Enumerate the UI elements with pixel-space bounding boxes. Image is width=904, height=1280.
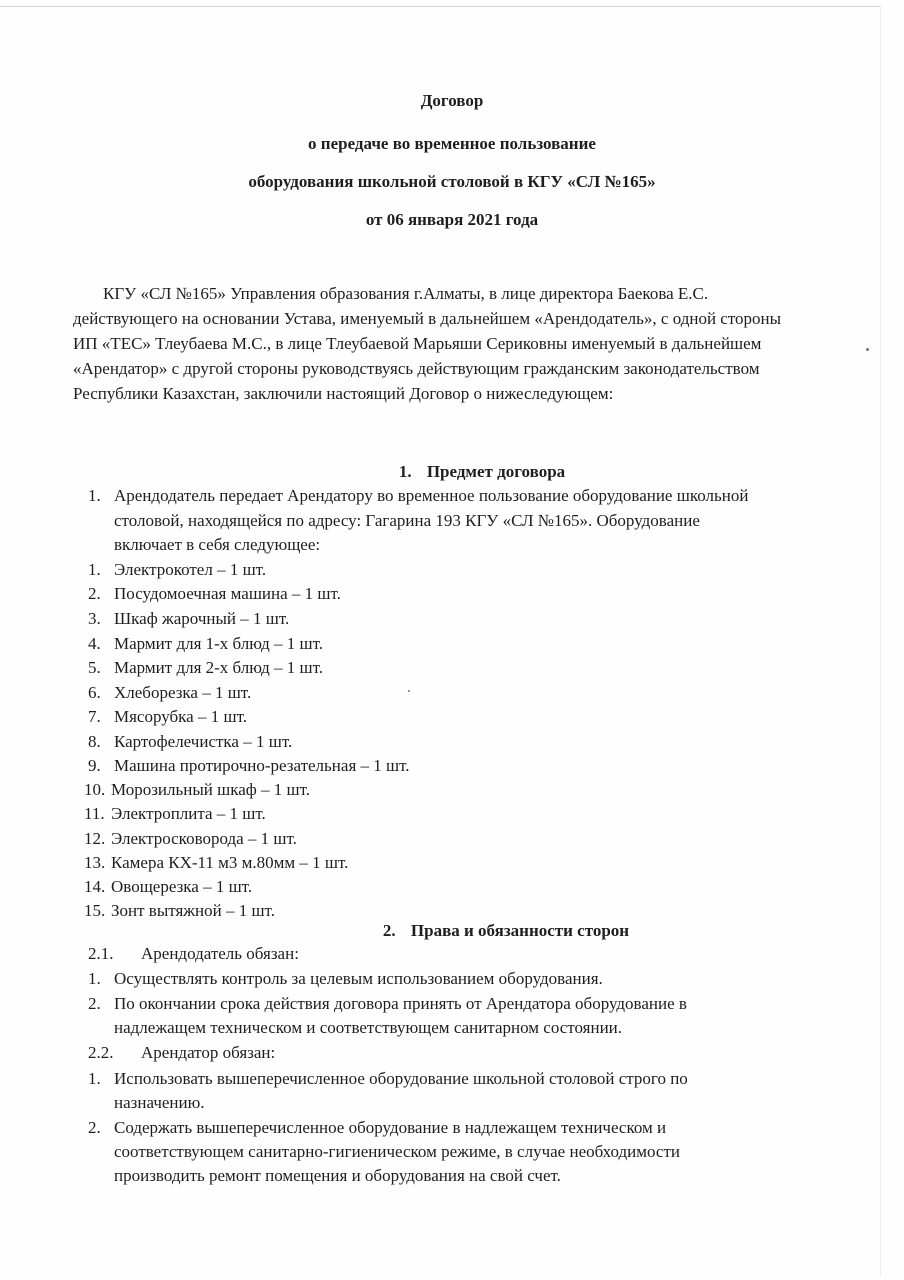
item-number: 2. — [88, 994, 101, 1013]
equipment-item-number: 1. — [88, 560, 101, 579]
scan-speck — [408, 690, 410, 692]
item-line: По окончании срока действия договора принять от Арендатора оборудование в — [114, 994, 687, 1013]
equipment-item-number: 7. — [88, 707, 101, 726]
item-line: производить ремонт помещения и оборудования на свой счет. — [114, 1166, 561, 1185]
equipment-item: Электрокотел – 1 шт. — [114, 560, 267, 579]
item-line: Содержать вышеперечисленное оборудование в надлежащем техническом и — [114, 1118, 667, 1137]
document-subtitle-1: о передаче во временное пользование — [308, 134, 596, 153]
section-2-number: 2. — [382, 921, 396, 940]
equipment-item-number: 2. — [88, 584, 101, 603]
preamble-line: КГУ «СЛ №165» Управления образования г.Алматы, в лице директора Баекова Е.С. — [103, 284, 709, 303]
equipment-item-number: 15. — [84, 901, 106, 920]
preamble-line: действующего на основании Устава, именуемый в дальнейшем «Арендодатель», с одной стороны — [73, 309, 782, 328]
equipment-item: Машина протирочно-резательная – 1 шт. — [114, 756, 410, 775]
equipment-item: Зонт вытяжной – 1 шт. — [111, 901, 275, 920]
equipment-item-number: 5. — [88, 658, 101, 677]
clause-line: включает в себя следующее: — [114, 535, 321, 554]
subsection-title: Арендодатель обязан: — [141, 944, 299, 963]
section-1-number: 1. — [398, 462, 412, 481]
document-subtitle-2: оборудования школьной столовой в КГУ «СЛ №165» — [248, 172, 656, 191]
item-line: назначению. — [114, 1093, 205, 1112]
document-date: от 06 января 2021 года — [365, 210, 539, 229]
item-line: соответствующем санитарно-гигиеническом режиме, в случае необходимости — [114, 1142, 680, 1161]
equipment-item: Мармит для 1-х блюд – 1 шт. — [114, 634, 323, 653]
item-number: 1. — [88, 969, 101, 988]
clause-line: столовой, находящейся по адресу: Гагарина 193 КГУ «СЛ №165». Оборудование — [114, 511, 700, 530]
equipment-item-number: 9. — [88, 756, 101, 775]
subsection-number: 2.1. — [88, 944, 114, 963]
subsection-number: 2.2. — [88, 1043, 114, 1062]
equipment-item: Мармит для 2-х блюд – 1 шт. — [114, 658, 323, 677]
equipment-item: Камера КХ-11 м3 м.80мм – 1 шт. — [111, 853, 349, 872]
equipment-item: Картофелечистка – 1 шт. — [114, 732, 293, 751]
item-line: Использовать вышеперечисленное оборудование школьной столовой строго по — [114, 1069, 688, 1088]
preamble-line: ИП «ТЕС» Тлеубаева М.С., в лице Тлеубаевой Марьяши Сериковны именуемый в дальнейшем — [73, 334, 762, 353]
equipment-item-number: 4. — [88, 634, 101, 653]
preamble-line: «Арендатор» с другой стороны руководствуясь действующим гражданским законодательством — [73, 359, 760, 378]
equipment-item: Хлеборезка – 1 шт. — [114, 683, 252, 702]
equipment-item-number: 12. — [84, 829, 106, 848]
equipment-item-number: 6. — [88, 683, 101, 702]
scan-speck — [866, 348, 869, 351]
section-1-heading — [0, 462, 904, 482]
scan-edge-top — [0, 6, 880, 7]
clause-number: 1. — [88, 486, 101, 505]
item-line: надлежащем техническом и соответствующем санитарном состоянии. — [114, 1018, 623, 1037]
equipment-item-number: 13. — [84, 853, 106, 872]
equipment-item: Мясорубка – 1 шт. — [114, 707, 247, 726]
document-title: Договор — [420, 91, 484, 110]
section-2-title: Права и обязанности сторон — [410, 921, 630, 940]
equipment-item: Овощерезка – 1 шт. — [111, 877, 253, 896]
equipment-item: Морозильный шкаф – 1 шт. — [111, 780, 311, 799]
subsection-title: Арендатор обязан: — [141, 1043, 276, 1062]
section-2-heading — [0, 921, 904, 941]
preamble-line: Республики Казахстан, заключили настоящий Договор о нижеследующем: — [73, 384, 614, 403]
equipment-item-number: 11. — [84, 804, 105, 823]
clause-line: Арендодатель передает Арендатору во временное пользование оборудование школьной — [114, 486, 749, 505]
scan-edge-right — [880, 6, 881, 1276]
equipment-item: Электроплита – 1 шт. — [111, 804, 266, 823]
equipment-item-number: 3. — [88, 609, 101, 628]
equipment-item-number: 14. — [84, 877, 106, 896]
equipment-item: Электросковорода – 1 шт. — [111, 829, 297, 848]
section-1-title: Предмет договора — [426, 462, 566, 481]
item-line: Осуществлять контроль за целевым использованием оборудования. — [114, 969, 603, 988]
equipment-item: Посудомоечная машина – 1 шт. — [114, 584, 341, 603]
item-number: 1. — [88, 1069, 101, 1088]
equipment-item: Шкаф жарочный – 1 шт. — [114, 609, 290, 628]
equipment-item-number: 8. — [88, 732, 101, 751]
item-number: 2. — [88, 1118, 101, 1137]
equipment-item-number: 10. — [84, 780, 106, 799]
